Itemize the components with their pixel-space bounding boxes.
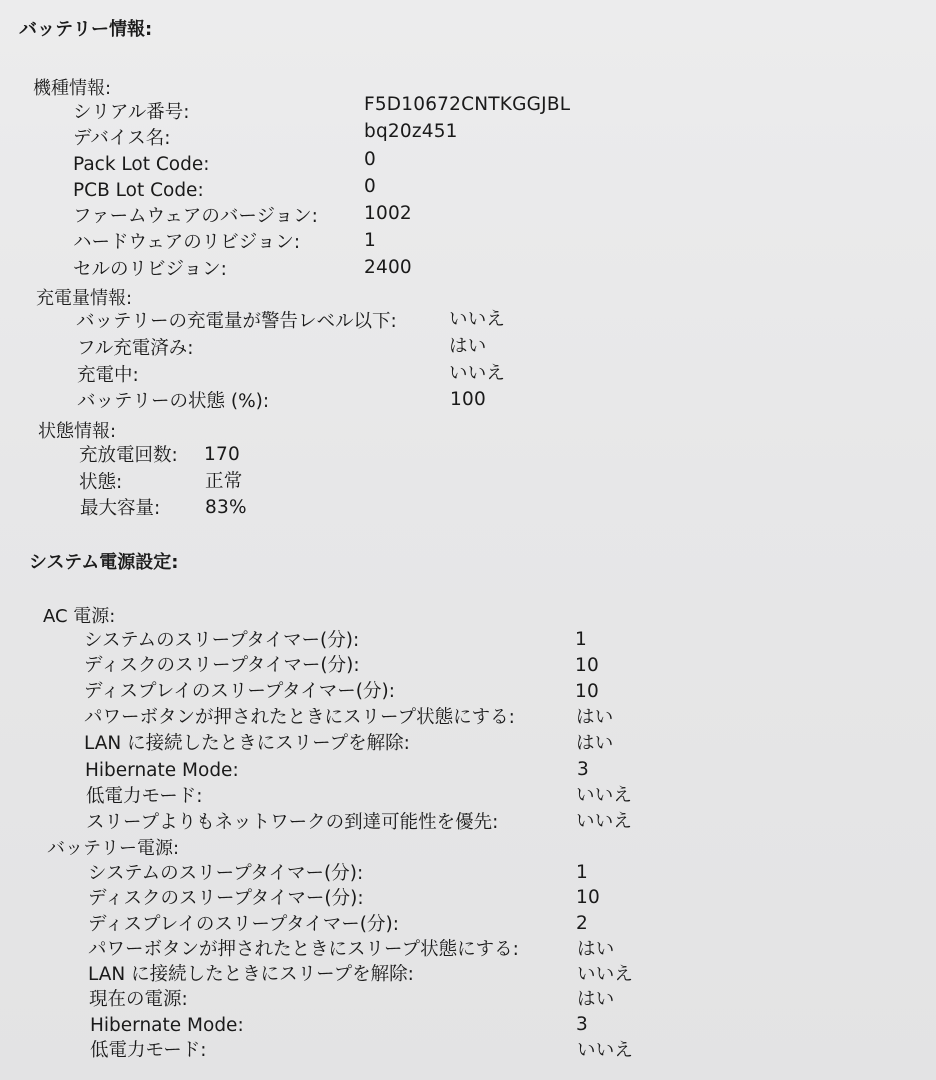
ac-network-priority-label: スリープよりもネットワークの到達可能性を優先:: [86, 812, 499, 833]
battery-low-power-mode-label: 低電力モード:: [90, 1040, 207, 1061]
system-power-settings-heading: システム電源設定:: [29, 552, 179, 573]
battery-wake-on-lan-value: いいえ: [577, 964, 634, 985]
battery-display-sleep-label: ディスプレイのスリープタイマー(分):: [88, 914, 399, 935]
battery-power-button-sleep-label: パワーボタンが押されたときにスリープ状態にする:: [88, 939, 519, 960]
cycle-count-value: 170: [204, 444, 240, 465]
battery-hibernate-mode-label: Hibernate Mode:: [90, 1015, 244, 1036]
ac-system-sleep-label: システムのスリープタイマー(分):: [84, 630, 360, 651]
health-info-title: 状態情報:: [38, 421, 117, 442]
firmware-version-label: ファームウェアのバージョン:: [73, 206, 318, 227]
pcb-lot-code-value: 0: [364, 176, 376, 197]
serial-number-value: F5D10672CNTKGGJBL: [364, 94, 571, 115]
battery-low-power-mode-value: いいえ: [577, 1040, 634, 1061]
ac-power-button-sleep-value: はい: [576, 707, 614, 728]
ac-wake-on-lan-value: はい: [576, 733, 614, 754]
battery-wake-on-lan-label: LAN に接続したときにスリープを解除:: [88, 964, 414, 985]
ac-disk-sleep-value: 10: [575, 655, 599, 676]
battery-system-sleep-label: システムのスリープタイマー(分):: [88, 863, 364, 884]
cell-revision-value: 2400: [364, 257, 412, 278]
device-name-value: bq20z451: [364, 121, 458, 142]
ac-hibernate-mode-label: Hibernate Mode:: [85, 760, 239, 781]
charging-value: いいえ: [449, 363, 506, 384]
ac-low-power-mode-label: 低電力モード:: [86, 786, 203, 807]
battery-condition-percent-label: バッテリーの状態 (%):: [77, 391, 270, 412]
ac-wake-on-lan-label: LAN に接続したときにスリープを解除:: [84, 733, 410, 754]
charging-label: 充電中:: [77, 365, 139, 386]
ac-display-sleep-label: ディスプレイのスリープタイマー(分):: [84, 681, 395, 702]
ac-hibernate-mode-value: 3: [577, 759, 589, 780]
max-capacity-label: 最大容量:: [80, 498, 161, 519]
charge-below-warning-value: いいえ: [449, 309, 506, 330]
cycle-count-label: 充放電回数:: [79, 445, 178, 466]
pcb-lot-code-label: PCB Lot Code:: [73, 180, 204, 201]
device-name-label: デバイス名:: [73, 128, 171, 149]
battery-disk-sleep-value: 10: [576, 887, 600, 908]
battery-system-sleep-value: 1: [576, 862, 588, 883]
ac-network-priority-value: いいえ: [576, 811, 633, 832]
hardware-revision-value: 1: [364, 230, 376, 251]
fully-charged-value: はい: [449, 336, 487, 357]
ac-power-button-sleep-label: パワーボタンが押されたときにスリープ状態にする:: [84, 707, 515, 728]
battery-info-heading: バッテリー情報:: [19, 19, 153, 40]
ac-system-sleep-value: 1: [575, 629, 587, 650]
ac-power-title: AC 電源:: [43, 606, 116, 627]
ac-disk-sleep-label: ディスクのスリープタイマー(分):: [84, 655, 360, 676]
battery-power-button-sleep-value: はい: [577, 939, 615, 960]
pack-lot-code-label: Pack Lot Code:: [73, 154, 210, 175]
battery-current-power-source-label: 現在の電源:: [89, 989, 188, 1010]
firmware-version-value: 1002: [364, 203, 412, 224]
battery-disk-sleep-label: ディスクのスリープタイマー(分):: [88, 888, 364, 909]
ac-low-power-mode-value: いいえ: [576, 785, 633, 806]
charge-info-title: 充電量情報:: [36, 288, 133, 309]
battery-power-title: バッテリー電源:: [47, 838, 180, 859]
max-capacity-value: 83%: [205, 497, 247, 518]
hardware-revision-label: ハードウェアのリビジョン:: [73, 232, 301, 253]
condition-value: 正常: [205, 471, 243, 492]
cell-revision-label: セルのリビジョン:: [73, 259, 227, 280]
battery-display-sleep-value: 2: [576, 913, 588, 934]
pack-lot-code-value: 0: [364, 149, 376, 170]
model-info-title: 機種情報:: [33, 78, 112, 99]
battery-current-power-source-value: はい: [577, 989, 615, 1010]
ac-display-sleep-value: 10: [575, 681, 599, 702]
battery-hibernate-mode-value: 3: [576, 1014, 588, 1035]
battery-condition-percent-value: 100: [450, 389, 486, 410]
serial-number-label: シリアル番号:: [73, 102, 190, 123]
fully-charged-label: フル充電済み:: [77, 338, 194, 359]
condition-label: 状態:: [79, 472, 123, 493]
charge-below-warning-label: バッテリーの充電量が警告レベル以下:: [76, 311, 397, 332]
